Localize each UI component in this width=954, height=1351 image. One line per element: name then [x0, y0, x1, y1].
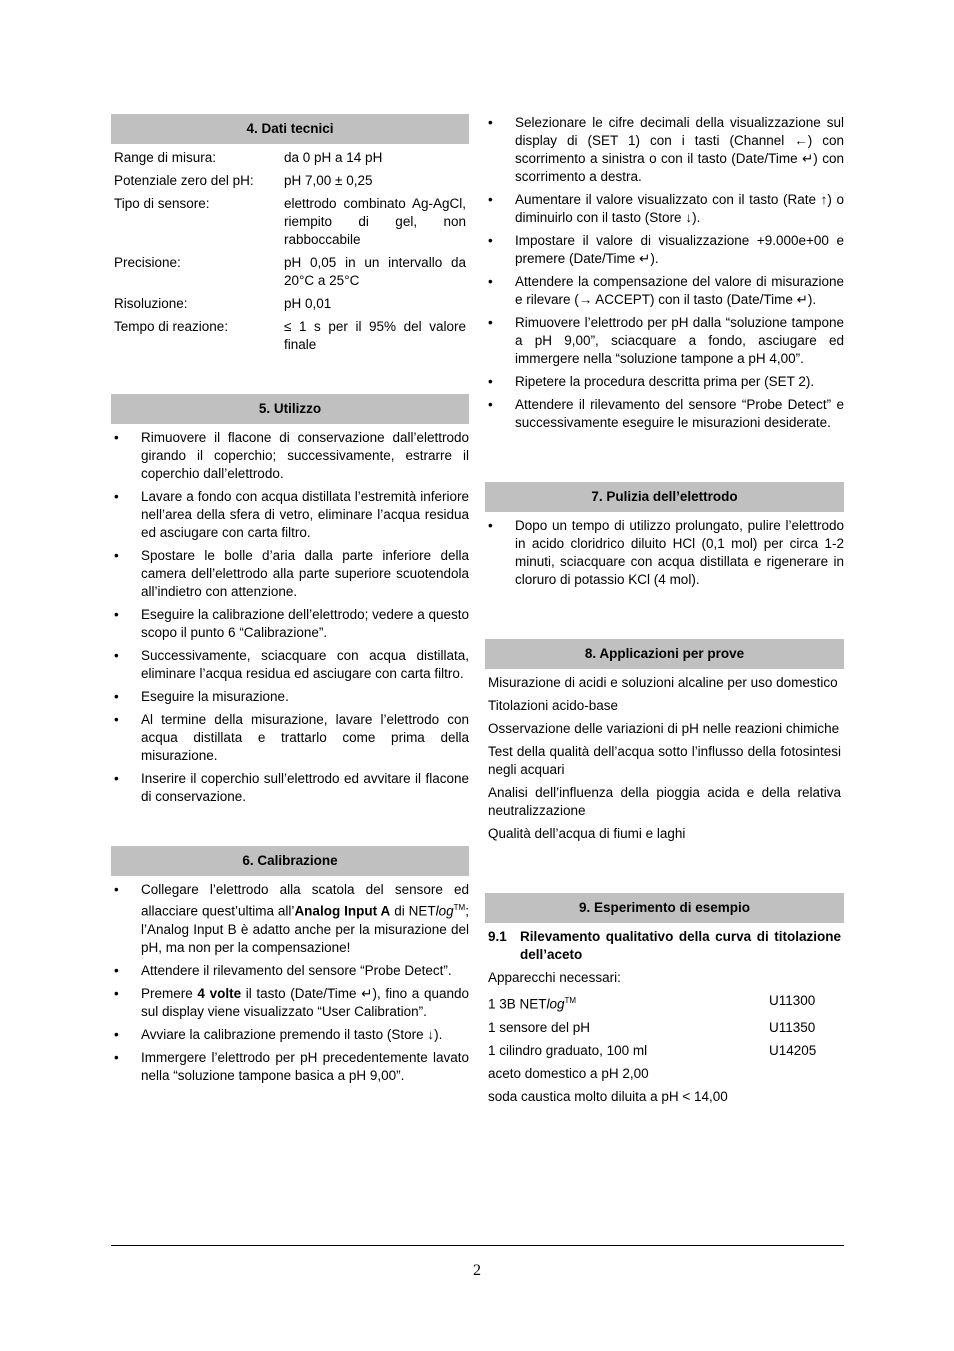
- equipment-row: [485, 1042, 844, 1060]
- section-heading: 8. Applicazioni per prove: [485, 639, 844, 669]
- spec-row: [111, 172, 469, 190]
- trademark-sup: TM: [453, 903, 466, 912]
- spec-label: Precisione:: [114, 255, 181, 270]
- spec-row: [111, 318, 469, 354]
- left-column: [111, 114, 469, 1085]
- list-item: • Inserire il coperchio sull’elettrodo ed avvitare il flacone di conservazione.: [111, 770, 469, 806]
- spec-label: Risoluzione:: [114, 296, 188, 311]
- list-item: • Aumentare il valore visualizzato con il tasto (Rate ↑) o diminuirlo con il tasto (Store ↓).: [485, 191, 844, 227]
- section-heading: 9. Esperimento di esempio: [485, 893, 844, 923]
- text-run: di NET: [390, 903, 436, 919]
- equipment-row: [485, 992, 844, 1014]
- spec-value: da 0 pH a 14 pH: [284, 150, 383, 165]
- spec-value: ≤ 1 s per il 95% del valore finale: [284, 319, 466, 352]
- spec-value: pH 0,01: [284, 296, 332, 311]
- cleaning-list: [485, 517, 844, 589]
- calibration-list-continued: [485, 114, 844, 432]
- equipment-name: [488, 992, 769, 1014]
- spec-value: elettrodo combinato Ag-AgCl, riempito di gel, non rabboccabile: [284, 196, 466, 247]
- equipment-name: soda caustica molto diluita a pH < 14,00: [488, 1088, 728, 1104]
- calibration-list: [111, 881, 469, 1085]
- list-item: • Immergere l’elettrodo per pH precedentemente lavato nella “soluzione tampone basica a pH 9,00”.: [111, 1049, 469, 1085]
- equipment-code: [769, 1088, 841, 1106]
- section-heading: 6. Calibrazione: [111, 846, 469, 876]
- text-run: ; l’Analog Input B è adatto anche per la misurazione del pH, ma non per la compensazione!: [141, 903, 469, 955]
- italic-text: log: [435, 903, 454, 919]
- subsection-heading: [485, 928, 844, 964]
- equipment-code: U11300: [769, 993, 816, 1008]
- equipment-row: [485, 1019, 844, 1037]
- subsection-number: 9.1: [488, 929, 507, 944]
- equipment-code: [769, 1065, 841, 1083]
- spec-value: pH 7,00 ± 0,25: [284, 173, 373, 188]
- bold-text: 4 volte: [197, 985, 242, 1001]
- section-dati-tecnici: [111, 114, 469, 354]
- equipment-code: U14205: [769, 1042, 817, 1058]
- list-item: • Eseguire la misurazione.: [111, 688, 469, 706]
- list-item: • Selezionare le cifre decimali della visualizzazione sul display di (SET 1) con i tasti (Channel ←) con scorrimento a sinistra o con il tasto (Date/Time ↵) con scorrimento a destra.: [485, 114, 844, 186]
- application-item: Qualità dell’acqua di fiumi e laghi: [488, 826, 686, 841]
- list-item: • Al termine della misurazione, lavare l’elettrodo con acqua distillata e trattarlo come prima della misurazione.: [111, 711, 469, 765]
- spec-label: Tempo di reazione:: [114, 319, 229, 334]
- spec-row: [111, 295, 469, 313]
- application-item: Analisi dell’influenza della pioggia acida e della relativa neutralizzazione: [488, 785, 841, 818]
- equipment-row: [485, 1065, 844, 1083]
- spec-row: [111, 195, 469, 249]
- application-item: Test della qualità dell’acqua sotto l’influsso della fotosintesi negli acquari: [488, 744, 841, 777]
- subsection-title: Rilevamento qualitativo della curva di titolazione dell’aceto: [520, 929, 841, 962]
- text-run: Collegare l’elettrodo alla scatola del sensore ed allacciare quest’ultima all’: [141, 882, 469, 919]
- spec-row: [111, 254, 469, 290]
- section-heading: 7. Pulizia dell’elettrodo: [485, 482, 844, 512]
- list-item: • Impostare il valore di visualizzazione +9.000e+00 e premere (Date/Time ↵).: [485, 232, 844, 268]
- spec-label: Potenziale zero del pH:: [114, 173, 254, 188]
- equipment-name: 1 sensore del pH: [488, 1019, 591, 1035]
- list-item: [111, 985, 469, 1021]
- text-run: Premere: [141, 985, 198, 1001]
- application-item: Osservazione delle variazioni di pH nelle reazioni chimiche: [488, 721, 840, 736]
- list-item: • Ripetere la procedura descritta prima per (SET 2).: [485, 373, 844, 391]
- list-item: • Attendere la compensazione del valore di misurazione e rilevare (→ ACCEPT) con il tasto (Date/Time ↵).: [485, 273, 844, 309]
- list-item: • Successivamente, sciacquare con acqua distillata, eliminare l’acqua residua ed asciugare con carta filtro.: [111, 647, 469, 683]
- list-item: • Lavare a fondo con acqua distillata l’estremità inferiore nell’area della sfera di vetro, eliminare l’acqua residua ed asciugare con carta filtro.: [111, 488, 469, 542]
- right-column: [485, 114, 844, 1106]
- list-item: • Eseguire la calibrazione dell’elettrodo; vedere a questo scopo il punto 6 “Calibrazione”.: [111, 606, 469, 642]
- application-item: Titolazioni acido-base: [488, 698, 619, 713]
- italic-text: log: [546, 996, 565, 1012]
- application-item: Misurazione di acidi e soluzioni alcaline per uso domestico: [488, 675, 838, 690]
- equipment-code: U11350: [769, 1019, 816, 1035]
- footer-rule: [111, 1245, 844, 1246]
- list-item: • Dopo un tempo di utilizzo prolungato, pulire l’elettrodo in acido cloridrico diluito HCl (0,1 mol) per circa 1-2 minuti, sciacquare con acqua distillata e rigenerare in cloruro di potassio KCl (4 mol).: [485, 517, 844, 589]
- list-item: • Avviare la calibrazione premendo il tasto (Store ↓).: [111, 1026, 469, 1044]
- equipment-label: Apparecchi necessari:: [488, 970, 621, 985]
- section-pulizia: [485, 482, 844, 589]
- section-calibrazione: [111, 846, 469, 1085]
- text-run: 1 3B NET: [488, 996, 547, 1012]
- usage-list: [111, 429, 469, 806]
- spec-label: Range di misura:: [114, 150, 217, 165]
- spec-row: [111, 149, 469, 167]
- trademark-sup: TM: [564, 996, 577, 1005]
- list-item: • Rimuovere l’elettrodo per pH dalla “soluzione tampone a pH 9,00”, sciacquare a fondo, asciugare ed immergere nella “soluzione tampone a pH 4,00”.: [485, 314, 844, 368]
- spec-value: pH 0,05 in un intervallo da 20°C a 25°C: [284, 255, 466, 288]
- equipment-row: [485, 1088, 844, 1106]
- text-run: il tasto (Date/Time ↵), fino a quando sul display viene visualizzato “User Calibration”.: [141, 985, 469, 1019]
- list-item: • Attendere il rilevamento del sensore “Probe Detect”.: [111, 962, 469, 980]
- list-item: [111, 881, 469, 957]
- spec-label: Tipo di sensore:: [114, 196, 210, 211]
- section-heading: 5. Utilizzo: [111, 394, 469, 424]
- page-number: 2: [473, 1262, 481, 1279]
- section-esperimento: [485, 893, 844, 1106]
- list-item: • Rimuovere il flacone di conservazione dall’elettrodo girando il coperchio; successivamente, estrarre il coperchio dall’elettrodo.: [111, 429, 469, 483]
- section-utilizzo: [111, 394, 469, 806]
- list-item: • Attendere il rilevamento del sensore “Probe Detect” e successivamente eseguire le misurazioni desiderate.: [485, 396, 844, 432]
- section-heading: 4. Dati tecnici: [111, 114, 469, 144]
- equipment-name: 1 cilindro graduato, 100 ml: [488, 1042, 648, 1058]
- equipment-name: aceto domestico a pH 2,00: [488, 1065, 649, 1081]
- section-applicazioni: [485, 639, 844, 843]
- list-item: • Spostare le bolle d’aria dalla parte inferiore della camera dell’elettrodo alla parte superiore scuotendola all’indietro con attenzione.: [111, 547, 469, 601]
- bold-text: Analog Input A: [294, 903, 391, 919]
